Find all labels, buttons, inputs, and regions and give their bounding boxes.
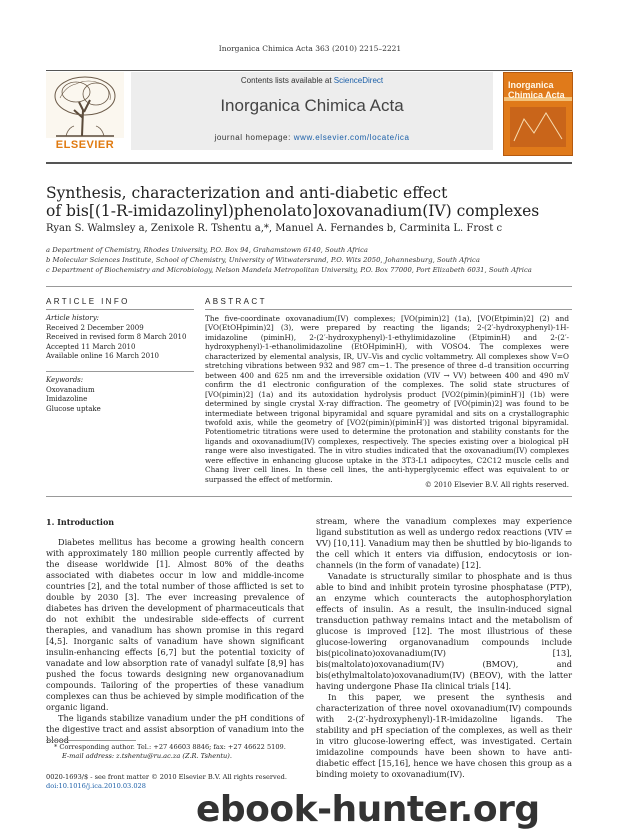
keyword-item: Imidazoline bbox=[46, 395, 88, 403]
history-accepted: Accepted 11 March 2010 bbox=[46, 342, 136, 351]
abstract-heading: ABSTRACT bbox=[205, 297, 267, 306]
issn-line: 0020-1693/$ - see front matter © 2010 Elsevier B.V. All rights reserved. bbox=[46, 773, 287, 781]
sciencedirect-link[interactable]: ScienceDirect bbox=[333, 76, 384, 85]
keyword-item: Oxovanadium bbox=[46, 385, 95, 394]
history-online: Available online 16 March 2010 bbox=[46, 352, 160, 360]
header-top-rule bbox=[46, 70, 572, 71]
article-history bbox=[46, 314, 196, 362]
history-revised: Received in revised form 8 March 2010 bbox=[46, 333, 187, 341]
article-title-line2: of bis[(1-R-imidazolinyl)phenolato]oxovanadium(IV) complexes bbox=[46, 202, 540, 220]
paragraph: stream, where the vanadium complexes may experience ligand substitution as well as undergo redox reactions (VIV ⇌ VV) [10,11]. Vanadium may then be shuttled by bio-ligands to the cell which it enters via diffusion, endocytosis or ion-channels (in the form of vanadate) [12]. bbox=[316, 516, 572, 570]
section-heading-introduction: 1. Introduction bbox=[46, 517, 115, 527]
intro-right-column bbox=[316, 516, 572, 780]
history-label: Article history: bbox=[46, 314, 100, 322]
article-info-rule bbox=[46, 309, 194, 310]
article-info-heading: ARTICLE INFO bbox=[46, 297, 130, 306]
keywords-block bbox=[46, 376, 196, 414]
footnote-email: E-mail address: z.tshentu@ru.ac.za (Z.R. Tshentu). bbox=[62, 752, 232, 760]
article-title bbox=[46, 184, 566, 220]
affiliation-b: b Molecular Sciences Institute, School of Chemistry, University of Witwatersrand, P.O. Wits 2050, Johannesburg, South Africa bbox=[46, 256, 480, 264]
keywords-rule bbox=[46, 371, 194, 372]
homepage-link[interactable]: www.elsevier.com/locate/ica bbox=[293, 133, 410, 142]
keyword-item: Glucose uptake bbox=[46, 404, 101, 413]
watermark-text: ebook-hunter.org bbox=[196, 789, 540, 830]
contents-prefix: Contents lists available at bbox=[240, 76, 334, 85]
journal-homepage bbox=[131, 133, 493, 142]
author-list: Ryan S. Walmsley a, Zenixole R. Tshentu a,*, Manuel A. Fernandes b, Carminita L. Frost c bbox=[46, 223, 503, 234]
abstract-text: The five-coordinate oxovanadium(IV) complexes; [VO(pimin)2] (1a), [VO(Etpimin)2] (2) and [VO(EtOHpimin)2] (3), were prepared by reacting the ligands; 2-(2′-hydroxyphenyl)-1H-imidazoline (piminH), 2-(2′-hydroxyphenyl)-1-ethylimidazoline (EtpiminH) and 2-(2′-hydroxyphenyl)-1-ethanolimidazoline (EtOHpiminH), with VOSO4. The complexes were characterized by elemental analysis, IR, UV–Vis and cyclic voltammetry. All complexes show V=O stretching vibrations between 932 and 987 cm−1. The presence of three d–d transition occurring between 400 and 625 nm and the irreversible oxidation (VIV → VV) between 400 and 490 mV confirm the d1 electronic configuration of the complexes. The solid state structures of [VO(pimin)2] (1a) and its autoxidation hydrolysis product [VO2(pimin)(piminH′)] (1b) were determined by single crystal X-ray diffraction. The geometry of [VO(pimin)2] was found to be intermediate between trigonal bipyramidal and square pyramidal and sits on a crystallographic twofold axis, while the geometry of [VO2(pimin)(piminH′)] was distorted trigonal bipyramidal. Potentiometric titrations were used to determine the protonation and stability constants for the ligands and oxovanadium(IV) complexes, respectively. The species existing over a biological pH range were also investigated. The in vitro studies indicated that the oxovanadium(IV) complexes were effective in enhancing glucose uptake in the 3T3-L1 adipocytes, C2C12 muscle cells and Chang liver cell lines. In these cell lines, the anti-hyperglycemic effect was equivalent to or surpassed the effect of metformin. bbox=[205, 314, 569, 484]
cover-title: Inorganica Chimica Acta bbox=[508, 80, 565, 100]
intro-left-column bbox=[46, 537, 304, 746]
elsevier-logo-text: ELSEVIER bbox=[55, 139, 115, 151]
abstract-copyright: © 2010 Elsevier B.V. All rights reserved. bbox=[424, 481, 569, 489]
paragraph: The ligands stabilize vanadium under the pH conditions of the digestive tract and assist absorption of vanadium into the blood bbox=[46, 713, 304, 745]
footnote-corresponding: * Corresponding author. Tel.: +27 46603 8846; fax: +27 46622 5109. bbox=[54, 743, 286, 751]
paragraph: Diabetes mellitus has become a growing health concern with approximately 180 million people currently affected by the disease worldwide [1]. Almost 80% of the deaths associated with diabetes occur in low and middle-income countries [2], and the total number of those afflicted is set to double by 2030 [3]. The ever increasing prevalence of diabetes has driven the development of pharmaceuticals that do not exhibit the undesirable side-effects of current therapies, and vanadium has shown promise in this regard [4,5]. Inorganic salts of vanadium have shown significant insulin-enhancing effects [6,7] but the potential toxicity of vanadate and low absorption rate of vanadyl sulfate [8,9] has pushed the focus towards designing new organovanadium compounds. Tailoring of the properties of these vanadium complexes can thus be achieved by simple modification of the organic ligand. bbox=[46, 537, 304, 712]
running-head: Inorganica Chimica Acta 363 (2010) 2215–2221 bbox=[218, 44, 402, 53]
abstract-bottom-rule bbox=[46, 496, 572, 497]
paragraph: In this paper, we present the synthesis and characterization of three novel oxovanadium(IV) compounds with 2-(2′-hydroxyphenyl)-1R-imidazoline ligands. The stability and pH speciation of the complexes, as well as their in vitro glucose-lowering effect, was investigated. Certain imidazoline compounds have been shown to have anti-diabetic effect [15,16], hence we have chosen this group as a binding moiety to oxovanadium(IV). bbox=[316, 692, 572, 779]
affiliation-a: a Department of Chemistry, Rhodes University, P.O. Box 94, Grahamstown 6140, South Africa bbox=[46, 246, 368, 254]
contents-line bbox=[131, 76, 493, 85]
homepage-prefix: journal homepage: bbox=[214, 133, 294, 142]
keywords-label: Keywords: bbox=[46, 376, 84, 384]
affiliation-c: c Department of Biochemistry and Microbiology, Nelson Mandela Metropolitan University, P.O. Box 77000, Port Elizabeth 6031, South Africa bbox=[46, 266, 532, 274]
doi-link[interactable]: doi:10.1016/j.ica.2010.03.028 bbox=[46, 782, 146, 790]
footnote-rule bbox=[46, 740, 136, 741]
article-title-line1: Synthesis, characterization and anti-diabetic effect bbox=[46, 184, 448, 202]
header-bottom-rule bbox=[46, 162, 572, 164]
paragraph: Vanadate is structurally similar to phosphate and is thus able to bind and inhibit protein tyrosine phosphatase (PTP), an enzyme which counteracts the autophosphorylation effects of insulin. As a result, the insulin-induced signal transduction pathway remains intact and the metabolism of glucose is improved [12]. The most illustrious of these glucose-lowering organovanadium compounds include bis(picolinato)oxovanadium(IV) [13], bis(maltolato)oxovanadium(IV) (BMOV), and bis(ethylmaltolato)oxovanadium(IV) (BEOV), with the latter having undergone Phase IIa clinical trials [14]. bbox=[316, 571, 572, 691]
section-rule bbox=[46, 286, 572, 287]
abstract-rule bbox=[205, 309, 572, 310]
history-received: Received 2 December 2009 bbox=[46, 323, 144, 332]
journal-title: Inorganica Chimica Acta bbox=[220, 96, 404, 115]
